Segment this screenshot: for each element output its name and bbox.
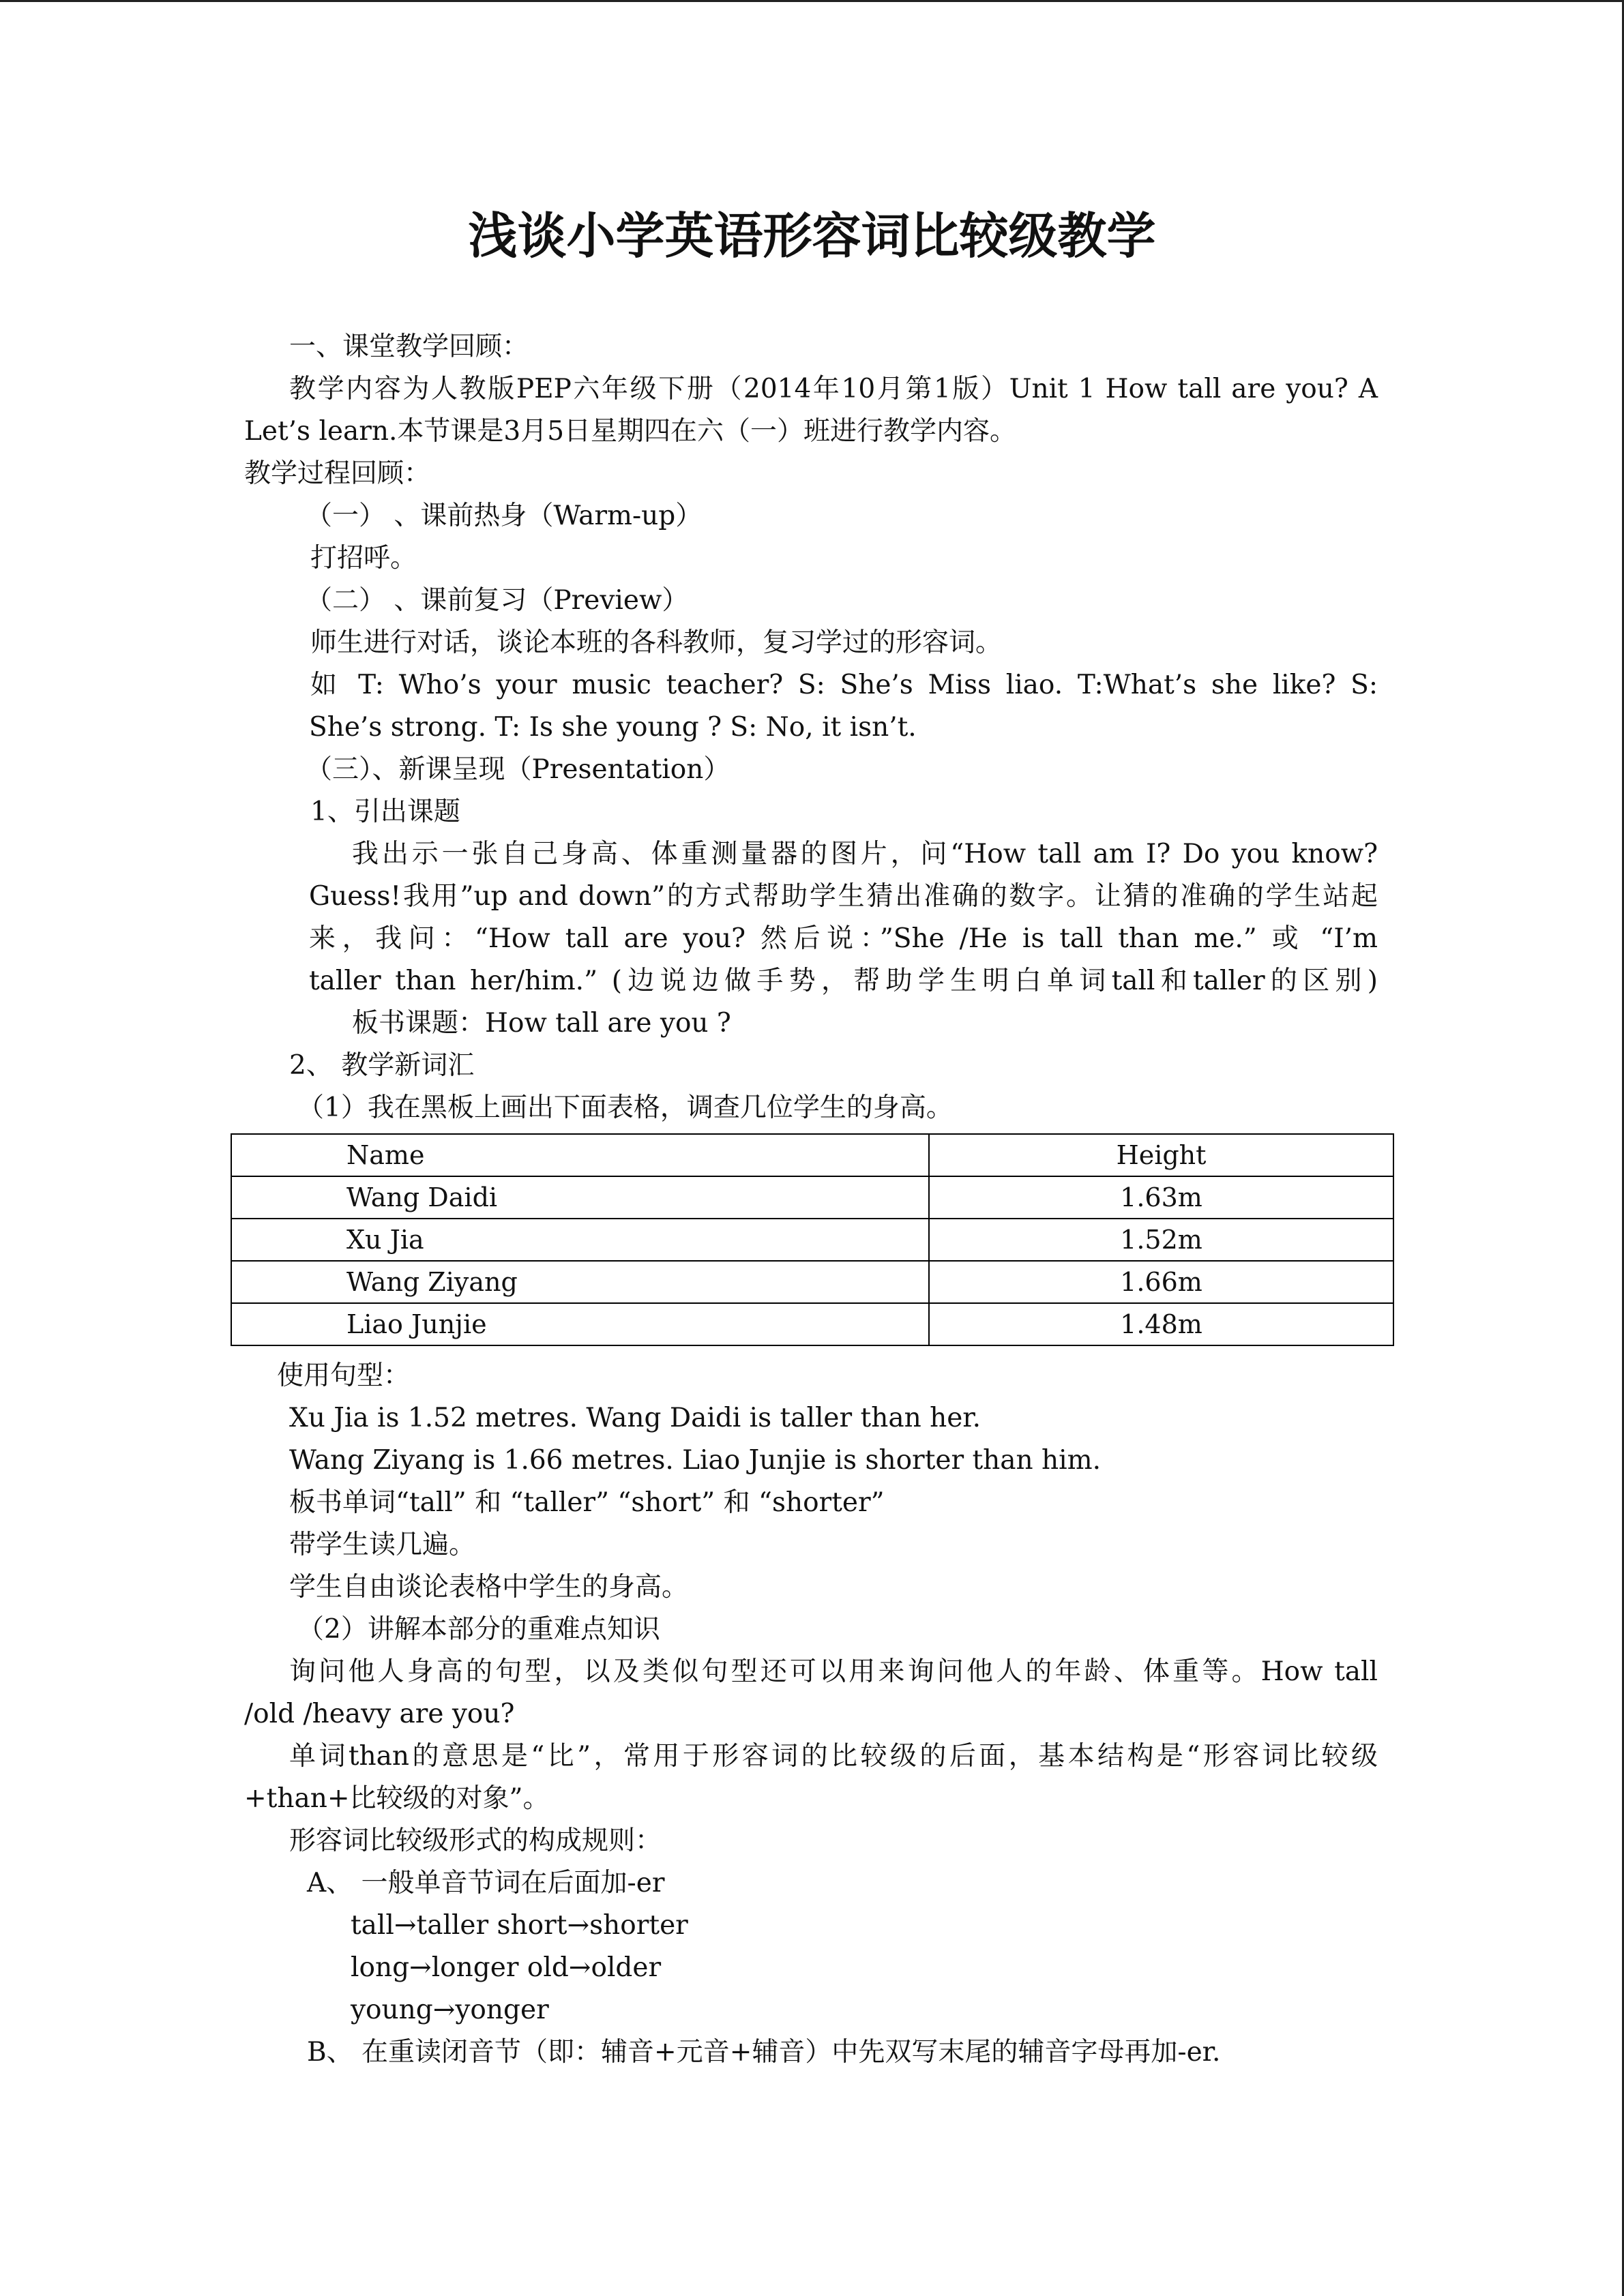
table-cell-name: Wang Daidi (231, 1176, 929, 1219)
paragraph-line: 单词than的意思是“比”，常用于形容词的比较级的后面，基本结构是“形容词比较级 (289, 1741, 1378, 1772)
paragraph-line: 1、引出课题 (310, 796, 460, 827)
subheading-presentation: （三）、新课呈现（Presentation） (306, 754, 730, 785)
paragraph-line: 打招呼。 (310, 543, 417, 573)
paragraph-line: Xu Jia is 1.52 metres. Wang Daidi is taller than her. (289, 1403, 981, 1433)
paragraph-line: She’s strong. T: Is she young ? S: No, it isn’t. (309, 712, 917, 743)
table-cell-height: 1.66m (929, 1261, 1393, 1303)
paragraph-line: taller than her/him.” (边说边做手势，帮助学生明白单词tall和taller的区别) (309, 966, 1378, 996)
table-cell-height: 1.52m (929, 1219, 1393, 1261)
section-heading-review: 一、课堂教学回顾： (289, 331, 529, 362)
subheading-warmup: （一） 、课前热身（Warm-up） (306, 501, 703, 531)
paragraph-line: +than+比较级的对象”。 (244, 1783, 550, 1814)
paragraph-line: 板书单词“tall” 和 “taller” “short” 和 “shorter” (289, 1487, 885, 1518)
table-row (231, 1176, 1393, 1219)
column-header-height: Height (929, 1134, 1393, 1176)
table-cell-name: Wang Ziyang (231, 1261, 929, 1303)
table-row (231, 1261, 1393, 1303)
paragraph-line: 使用句型： (277, 1360, 411, 1391)
paragraph-line: （1）我在黑板上画出下面表格，调查几位学生的身高。 (297, 1092, 953, 1123)
paragraph-line: Wang Ziyang is 1.66 metres. Liao Junjie is shorter than him. (289, 1445, 1102, 1476)
section-heading-process: 教学过程回顾： (244, 458, 431, 489)
paragraph-line: 如 T: Who’s your music teacher? S: She’s Miss liao. T:What’s she like? S: (310, 670, 1378, 700)
paragraph-line: 师生进行对话，谈论本班的各科教师，复习学过的形容词。 (310, 627, 1003, 658)
table-row (231, 1303, 1393, 1345)
table-cell-name: Liao Junjie (231, 1303, 929, 1345)
example-line: young→yonger (351, 1995, 549, 2025)
paragraph-line: 询问他人身高的句型，以及类似句型还可以用来询问他人的年龄、体重等。How tall (289, 1656, 1378, 1687)
page-border-top (0, 0, 1624, 2)
table-header-row (231, 1134, 1393, 1176)
subheading-vocabulary: 2、 教学新词汇 (289, 1050, 475, 1081)
paragraph-line: 教学内容为人教版PEP六年级下册（2014年10月第1版）Unit 1 How tall are you? A (289, 374, 1378, 404)
paragraph-line: Let’s learn.本节课是3月5日星期四在六（一）班进行教学内容。 (244, 416, 1017, 447)
paragraph-line: 带学生读几遍。 (289, 1530, 476, 1560)
document-title: 浅谈小学英语形容词比较级教学 (468, 207, 1156, 265)
column-header-name: Name (231, 1134, 929, 1176)
rule-b-heading: B、 在重读闭音节（即：辅音+元音+辅音）中先双写末尾的辅音字母再加-er. (307, 2037, 1221, 2068)
paragraph-line: 学生自由谈论表格中学生的身高。 (289, 1572, 689, 1602)
rule-a-heading: A、 一般单音节词在后面加-er (307, 1868, 665, 1898)
table-row (231, 1219, 1393, 1261)
subheading-preview: （二） 、课前复习（Preview） (306, 585, 689, 616)
paragraph-line: 板书课题：How tall are you ? (352, 1008, 731, 1039)
table-cell-height: 1.48m (929, 1303, 1393, 1345)
paragraph-line: Guess!我用”up and down”的方式帮助学生猜出准确的数字。让猜的准确的学生站起 (309, 881, 1378, 912)
example-line: tall→taller short→shorter (351, 1910, 688, 1941)
paragraph-line: 来，我问：“How tall are you? 然后说：”She /He is tall than me.” 或 “I’m (309, 923, 1378, 954)
paragraph-line: 我出示一张自己身高、体重测量器的图片，问“How tall am I? Do you know? (352, 839, 1378, 869)
example-line: long→longer old→older (351, 1952, 662, 1983)
paragraph-line: 形容词比较级形式的构成规则： (289, 1825, 662, 1856)
paragraph-line: （2）讲解本部分的重难点知识 (297, 1614, 660, 1645)
paragraph-line: /old /heavy are you? (244, 1699, 515, 1729)
height-table (231, 1133, 1394, 1346)
table-cell-height: 1.63m (929, 1176, 1393, 1219)
table-cell-name: Xu Jia (231, 1219, 929, 1261)
